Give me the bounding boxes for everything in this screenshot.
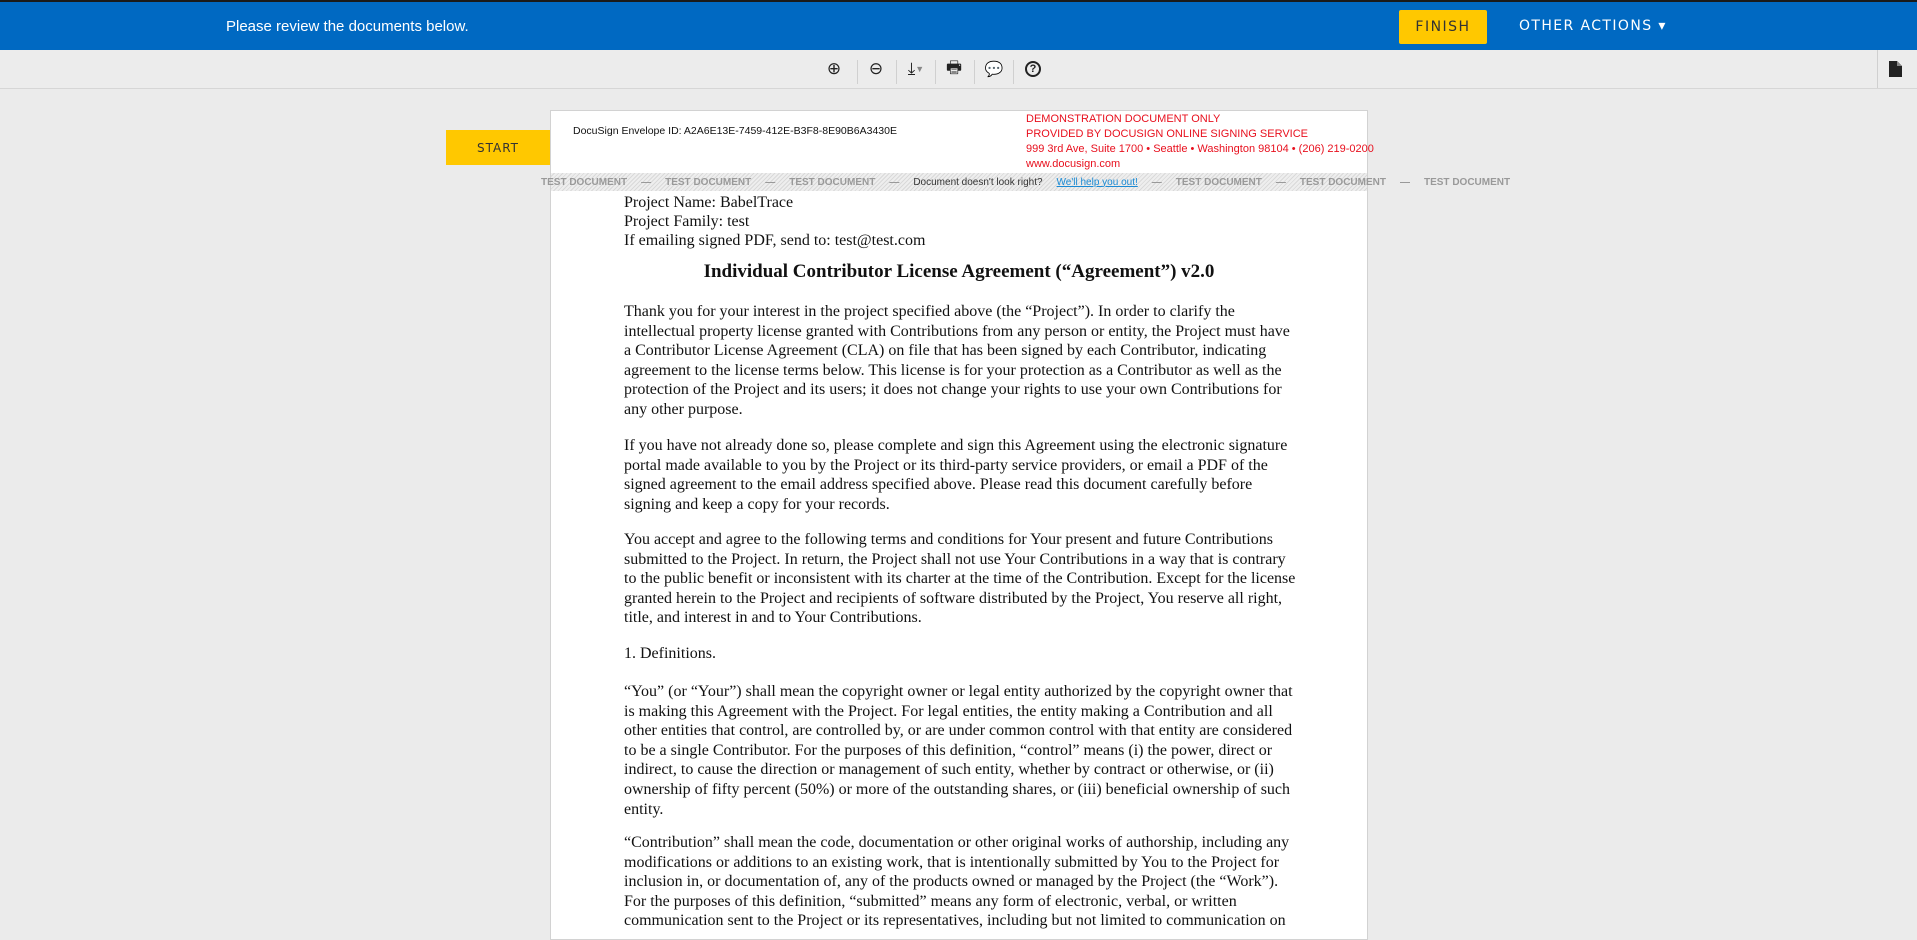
demo-line: 999 3rd Ave, Suite 1700 • Seattle • Washington 98104 • (206) 219-0200 <box>1026 143 1374 155</box>
chevron-down-icon: ▼ <box>915 64 925 74</box>
finish-button[interactable]: FINISH <box>1399 10 1487 44</box>
banner-test: TEST DOCUMENT <box>1175 176 1262 188</box>
envelope-id: DocuSign Envelope ID: A2A6E13E-7459-412E-B3F8-8E90B6A3430E <box>573 125 897 137</box>
top-bar <box>0 0 1917 50</box>
paragraph-line: 1. Definitions. <box>624 645 716 662</box>
start-button[interactable]: START <box>446 130 550 165</box>
banner-test: TEST DOCUMENT <box>1299 176 1386 188</box>
banner-test: TEST DOCUMENT <box>789 176 876 188</box>
agreement-title: Individual Contributor License Agreement (“Agreement”) v2.0 <box>703 261 1215 282</box>
paragraph-line: protection of the Project and its users; it does not change your rights to use your own Contributions for <box>624 381 1282 399</box>
divider <box>935 60 936 84</box>
email-instruction: If emailing signed PDF, send to: test@test.com <box>624 232 926 249</box>
download-glyph: ⤓ <box>907 59 916 78</box>
divider <box>896 60 897 84</box>
document-page <box>541 110 1511 940</box>
divider <box>1013 60 1014 84</box>
paragraph-line: to the public benefit or inconsistent with its charter at the time of the Contribution. Except for the license <box>624 570 1296 588</box>
paragraph-line: communication sent to the Project or its representatives, including but not limited to communication on <box>624 912 1286 930</box>
review-message: Please review the documents below. <box>226 18 469 35</box>
paragraph <box>624 302 1290 420</box>
paragraph-line: a Contributor License Agreement (CLA) on file that has been signed by each Contributor, indicating <box>624 342 1267 360</box>
toolbar <box>0 50 1917 89</box>
paragraph-line: any other purpose. <box>624 400 743 418</box>
paragraph-line: other entities that control, are controlled by, or are under common control with that entity are considered <box>624 722 1293 740</box>
demo-line: PROVIDED BY DOCUSIGN ONLINE SIGNING SERVICE <box>1026 128 1308 140</box>
paragraph-line: title, and interest in and to Your Contributions. <box>624 609 922 627</box>
banner-dash: — <box>765 176 776 188</box>
add-comment-icon[interactable]: 💬 <box>984 61 1004 78</box>
paragraph-line: ownership of fifty percent (50%) or more of the outstanding shares, or (iii) beneficial ownership of such <box>624 780 1291 798</box>
paragraph-line: modifications or additions to an existing work, that is intentionally submitted by You to the Project for <box>624 853 1280 871</box>
banner-dash: — <box>889 176 900 188</box>
print-icon[interactable]: 🖶 <box>945 57 963 77</box>
paragraph-line: intellectual property license granted with Contributions from any person or entity, the Project must have <box>624 322 1290 340</box>
demo-notice <box>1026 112 1374 172</box>
paragraph-line: agreement to the license terms below. This license is for your protection as a Contributor as well as the <box>624 361 1282 379</box>
paragraph <box>624 644 716 664</box>
paragraph-line: portal made available to you by the Project or its third-party service providers, or email a PDF of the <box>624 456 1268 474</box>
paragraph-line: inclusion in, or documentation of, any of the products owned or managed by the Project (the “Work”). <box>624 873 1279 891</box>
paragraph-line: “You” (or “Your”) shall mean the copyright owner or legal entity authorized by the copyright owner that <box>624 683 1293 700</box>
demo-line: www.docusign.com <box>1026 158 1121 170</box>
divider <box>974 60 975 84</box>
paragraph-line: granted herein to the Project and recipients of software distributed by the Project, You reserve all right, <box>624 589 1283 607</box>
paragraph-line: “Contribution” shall mean the code, documentation or other original works of authorship, including any <box>624 834 1290 851</box>
demo-line: DEMONSTRATION DOCUMENT ONLY <box>1026 113 1221 125</box>
paragraph-line: submitted to the Project. In return, the Project shall not use Your Contributions in a way that is contrary <box>624 550 1286 568</box>
download-icon[interactable] <box>900 56 932 82</box>
paragraph-line: is making this Agreement with the Project. For legal entities, the entity making a Contribution and all <box>624 702 1273 720</box>
help-glyph: ? <box>1025 61 1041 77</box>
project-name: Project Name: BabelTrace <box>624 194 794 211</box>
zoom-in-icon[interactable]: ⊕ <box>826 59 842 78</box>
divider <box>857 60 858 84</box>
paragraph <box>624 530 1295 628</box>
other-actions-menu[interactable]: OTHER ACTIONS ▾ <box>1519 18 1667 34</box>
zoom-out-icon[interactable]: ⊖ <box>868 59 884 78</box>
paragraph-line: You accept and agree to the following terms and conditions for Your present and future Contributions <box>624 531 1273 548</box>
help-link[interactable]: We'll help you out! <box>1056 176 1138 188</box>
test-document-banner <box>541 173 1511 191</box>
paragraph-line: signing and keep a copy for your records. <box>624 495 890 513</box>
paragraph-line: For the purposes of this definition, “submitted” means any form of electronic, verbal, or written <box>624 892 1237 910</box>
banner-dash: — <box>1275 176 1286 188</box>
paragraph <box>624 436 1287 514</box>
banner-test: TEST DOCUMENT <box>1423 176 1511 188</box>
paragraph-line: Thank you for your interest in the project specified above (the “Project”). In order to clarify the <box>624 303 1235 320</box>
divider <box>1877 50 1878 88</box>
paragraph-line: If you have not already done so, please complete and sign this Agreement using the electronic signature <box>624 437 1288 454</box>
document-icon[interactable] <box>1880 56 1910 82</box>
banner-dash: — <box>1151 176 1162 188</box>
paragraph-line: to be a single Contributor. For the purposes of this definition, “control” means (i) the power, direct or <box>624 741 1273 759</box>
help-icon[interactable] <box>1018 56 1048 82</box>
banner-test: TEST DOCUMENT <box>541 176 628 188</box>
paragraph <box>624 682 1293 819</box>
project-family: Project Family: test <box>624 213 750 230</box>
paragraph <box>624 833 1289 931</box>
paragraph-line: signed agreement to the email address specified above. Please read this document carefully before <box>624 476 1253 494</box>
banner-test: TEST DOCUMENT <box>665 176 752 188</box>
banner-dash: — <box>641 176 652 188</box>
paragraph-line: indirect, to cause the direction or management of such entity, whether by contract or otherwise, or (ii) <box>624 761 1274 779</box>
paragraph-line: entity. <box>624 800 664 818</box>
banner-text: Document doesn't look right? <box>913 176 1043 188</box>
banner-dash: — <box>1399 176 1410 188</box>
